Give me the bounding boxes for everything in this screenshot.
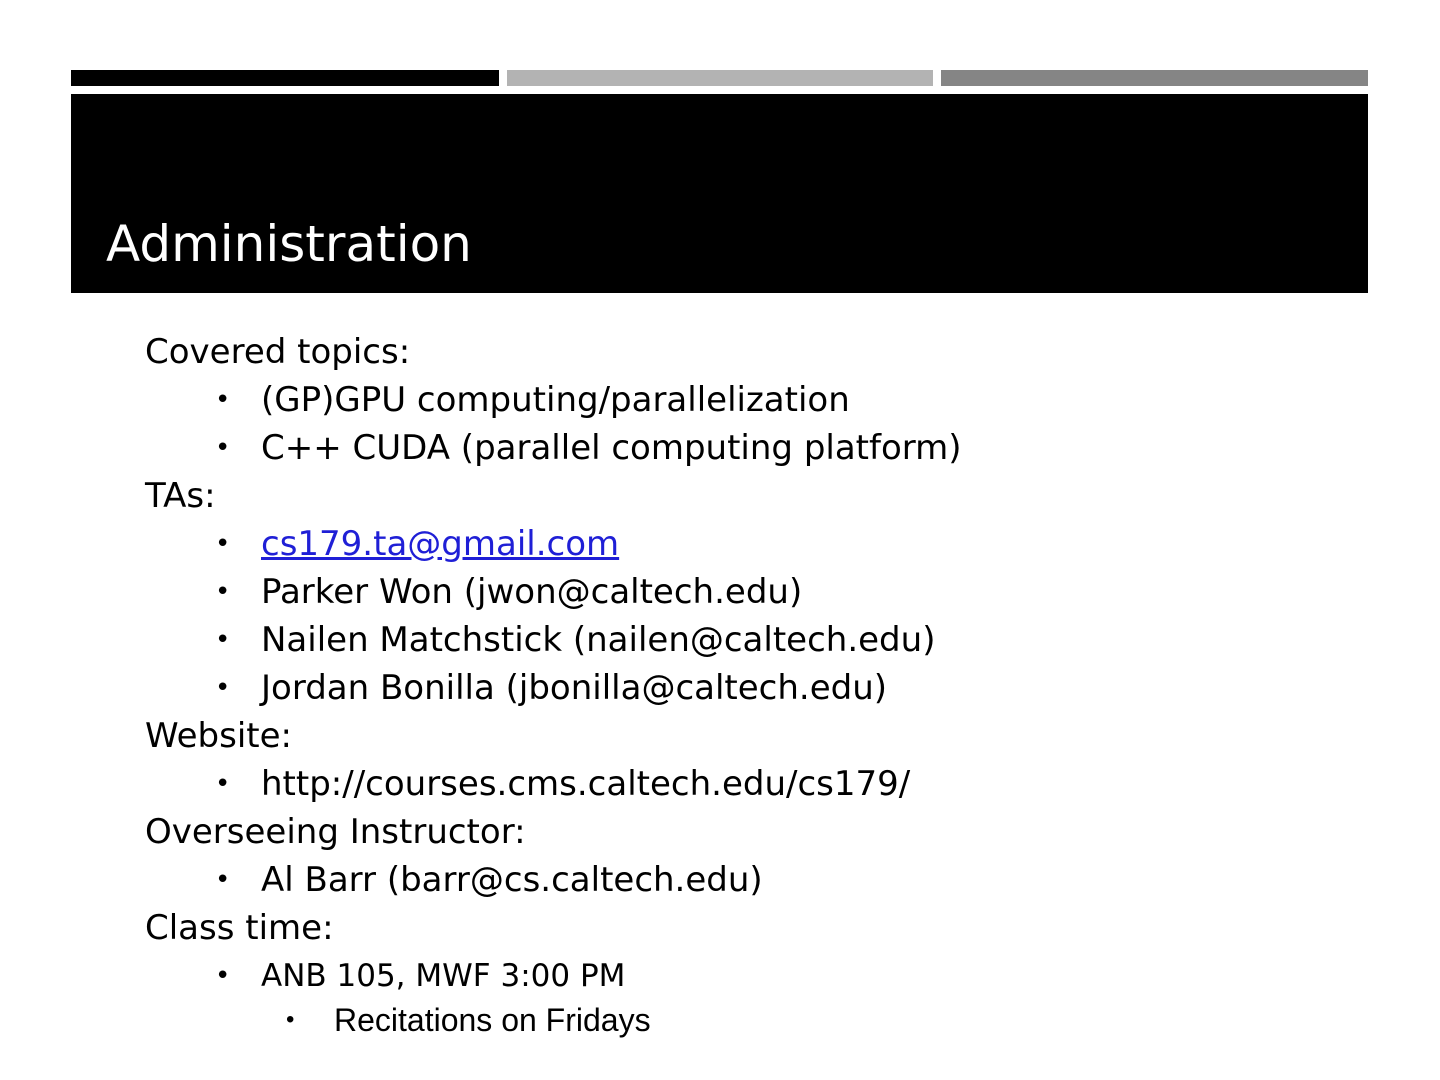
list-item-class-time bbox=[145, 956, 1345, 1000]
bullet-icon: • bbox=[215, 577, 231, 607]
list-item-text: Parker Won (jwon@caltech.edu) bbox=[261, 572, 803, 612]
list-item-instructor bbox=[145, 860, 1345, 908]
sub-list-item-recitations bbox=[145, 1000, 1345, 1044]
list-item-ta-email bbox=[145, 524, 1345, 572]
list-item-text: Recitations on Fridays bbox=[334, 1002, 651, 1038]
bullet-icon: • bbox=[215, 385, 231, 415]
bullet-icon: • bbox=[215, 865, 231, 895]
list-item-ta bbox=[145, 572, 1345, 620]
bullet-icon: • bbox=[215, 961, 231, 991]
section-heading-website: Website: bbox=[145, 716, 292, 756]
list-item-ta bbox=[145, 620, 1345, 668]
accent-bar-dark-gray bbox=[941, 70, 1368, 86]
website-url: http://courses.cms.caltech.edu/cs179/ bbox=[261, 764, 911, 804]
list-item-text: C++ CUDA (parallel computing platform) bbox=[261, 428, 962, 468]
list-item-ta bbox=[145, 668, 1345, 716]
list-item-website bbox=[145, 764, 1345, 812]
bullet-icon: • bbox=[215, 529, 231, 559]
accent-bar-light-gray bbox=[507, 70, 933, 86]
bullet-icon: • bbox=[286, 1006, 295, 1033]
bullet-icon: • bbox=[215, 625, 231, 655]
title-band bbox=[71, 94, 1368, 293]
section-heading-topics: Covered topics: bbox=[145, 332, 411, 372]
list-item-topic bbox=[145, 428, 1345, 476]
list-item-text: (GP)GPU computing/parallelization bbox=[261, 380, 850, 420]
list-item-topic bbox=[145, 380, 1345, 428]
section-heading-tas: TAs: bbox=[145, 476, 216, 516]
section-heading-instructor: Overseeing Instructor: bbox=[145, 812, 526, 852]
bullet-icon: • bbox=[215, 769, 231, 799]
list-item-text: Jordan Bonilla (jbonilla@caltech.edu) bbox=[261, 668, 888, 708]
accent-bar-black bbox=[71, 70, 499, 86]
bullet-icon: • bbox=[215, 673, 231, 703]
section-heading-class-time: Class time: bbox=[145, 908, 334, 948]
bullet-icon: • bbox=[215, 433, 231, 463]
list-item-text: Nailen Matchstick (nailen@caltech.edu) bbox=[261, 620, 936, 660]
slide-title: Administration bbox=[106, 215, 472, 273]
list-item-text: ANB 105, MWF 3:00 PM bbox=[261, 958, 626, 994]
ta-email-link[interactable]: cs179.ta@gmail.com bbox=[261, 524, 620, 564]
slide-body bbox=[145, 332, 1345, 1044]
list-item-text: Al Barr (barr@cs.caltech.edu) bbox=[261, 860, 763, 900]
